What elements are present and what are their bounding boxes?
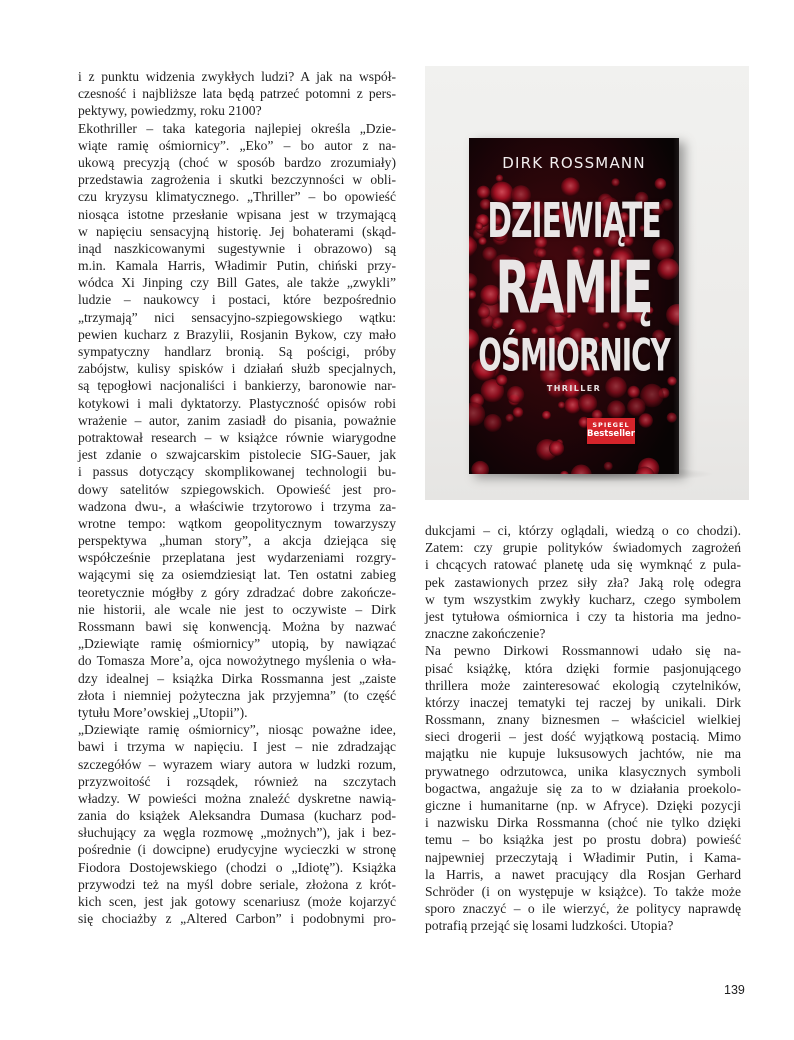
text-line: dukcjami – ci, którzy oglądali, wiedzą o co chodzi). [425,523,741,538]
text-line: i nazwisku Dirka Rossmanna (choć nie tylko dzięki [425,815,741,831]
text-line: i passus dotyczący skomplikowanej technologii bu- [78,464,396,480]
text-line: słuchujący za węgla rozmowę „możnych”), jak i bez- [78,825,396,841]
text-line: czesność i najbliższe lata będą patrzeć potomni z pers- [78,86,396,102]
text-line: Rossmann, znany biznesmen – właściciel wielkiej [425,712,741,728]
text-line: którzy inaczej tematyki tej raczej by unikali. Dirk [425,694,741,710]
text-line: giczne i humanitarne (np. w Afryce). Dzięki pozycji [425,798,741,813]
text-line: „trzymają” nici sensacyjno-szpiegowskiego wątku: [78,309,396,325]
text-line: tytułu More’owskiej „Utopii”). [78,704,248,720]
text-line: przyzwoitość i rozsądek, również na szczytach [78,773,396,789]
text-line: bogactwa, angażuje się za to w działania proekolo- [425,780,741,796]
text-line: sporo znaczyć – o ile wierzyć, że politycy naprawdę [425,901,741,917]
book-genre: THRILLER [546,384,602,393]
text-line: wadzona dwu-, a właściwie trzytorowo i trzyma za- [78,498,396,514]
text-line: w tym wszystkim zwykły kucharz, czego symbolem [425,591,741,607]
text-line: dowy satelitów szpiegowskich. Opowieść jest pro- [78,481,396,497]
text-line: perspektywa „human story”, a akcja dziejąca się [78,533,396,549]
text-line: są tępogłowi nacjonaliści i bankierzy, baronowie nar- [78,378,396,394]
text-line: wrażenie – autor, zanim zasiadł do pisania, poważnie [78,412,396,428]
text-line: pisać książkę, która dzięki formie pasjonującego [425,660,741,676]
text-line: w napięciu sensacyjną historię. Jej bohaterami (skąd- [78,223,396,239]
badge-line-1: SPIEGEL [592,421,630,429]
text-line: przedstawia zagrożenia i skutki bezczynności w obli- [78,172,396,188]
article-text-left-column [78,68,396,927]
article-text-right-column [425,522,741,935]
text-line: Fiodora Dostojewskiego (chodzi o „Idiotę”). Książka [78,859,396,875]
book-cover-photo [425,66,749,500]
text-line: nie historii, ale wcale nie jest to oczywiste – Dirk [78,601,396,617]
book-author: DIRK ROSSMANN [502,154,646,172]
text-line: Na pewno Dirkowi Rossmannowi udało się na- [425,643,741,659]
text-line: inąd naszkicowanymi sugestywnie i obrazowo) są [78,240,396,256]
text-line: się chociażby z „Altered Carbon” i podobnymi pro- [78,911,396,927]
text-line: Rossmann bawi się konwencją. Można by nazwać [78,619,396,634]
text-line: złota i niemniej pożyteczna jak przyjemna” (to część [78,687,396,703]
text-line: i chcących ratować planetę uda się wymknąć z pula- [425,557,741,573]
text-line: jest zdanie o szwajcarskim pistolecie SIG-Sauer, jak [78,447,396,463]
bestseller-badge [587,418,635,444]
book-title-line-1: DZIEWIĄTE [487,192,661,249]
text-line: thrillera może zainteresować ekologią czytelników, [425,677,741,693]
text-line: teoretycznie mógłby z góry zdradzać dobre zakończe- [78,584,396,600]
text-line: ludzie – naukowcy i postaci, które bezpośrednio [78,292,396,308]
text-line: szczegółów – wyrazem wiary autora w ludzki rozum, [78,756,396,772]
text-line: zabójstw, kulisy spisków i działań służb specjalnych, [78,361,396,377]
text-line: do Tomasza More’a, ojca nowożytnego myślenia o wła- [78,653,396,669]
text-line: wającymi się za osiemdziesiąt lat. Ten ostatni zabieg [78,567,396,583]
text-line: pewien kucharz z Brazylii, Rosjanin Bykow, czy mało [78,326,396,342]
text-line: temu – bo książka jest po prostu dobra) powieść [425,832,741,848]
text-line: bawi i trzyma w napięciu. I jest – nie zdradzając [78,739,396,755]
text-line: kotykowi i mali dyktatorzy. Plastyczność opisów robi [78,395,396,411]
text-line: przywodzi też na myśl dobre seriale, złożona z krót- [78,876,396,892]
text-line: sieci drogerii – jest dość wyjątkową postacią. Mimo [425,729,741,745]
text-line: Ekothriller – taka kategoria najlepiej określa „Dzie- [78,120,396,136]
book-title-line-3: OŚMIORNICY [478,330,670,383]
text-line: „Dziewiąte ramię ośmiornicy” utopią, by nawiązać [78,636,396,652]
text-line: niosąca istotne przesłanie wpisana jest w trzymającą [78,206,396,222]
text-line: władzy. W powieści można znaleźć dyskretne nawią- [78,790,396,806]
text-line: wódca Xi Jinping czy Bill Gates, ale także „zwykli” [78,275,396,291]
text-line: wrotne tempo: wątkom geopolitycznym towarzyszy [78,515,396,531]
badge-line-2: Bestseller [587,429,635,439]
text-line: Schröder (i on występuje w książce). To także może [425,883,741,899]
text-line: „Dziewiąte ramię ośmiornicy”, niosąc poważne idee, [78,722,396,738]
text-line: kich scen, jest jak gotowy scenariusz (może kojarzyć [78,894,396,909]
text-line: m.in. Kamala Harris, Władimir Putin, chiński przy- [78,258,396,274]
text-line: i z punktu widzenia zwykłych ludzi? A jak na współ- [78,69,396,84]
text-line: ukową precyzją (choć w sposób bardzo zrozumiały) [78,154,396,170]
book-title-line-2: RAMIĘ [495,246,653,331]
text-line: Zatem: czy grupie polityków świadomych zagrożeń [425,540,741,556]
text-line: znaczne zakończenie? [425,626,546,642]
text-line: wiąte ramię ośmiornicy”. „Eko” – bo autor z na- [78,137,396,153]
text-line: czu kryzysu klimatycznego. „Thriller” – bo opowieść [78,189,396,205]
text-line: pektywy, powiedzmy, roku 2100? [78,103,262,119]
text-line: pośrednie (i dowcipne) erudycyjne wycieczki w stronę [78,842,396,858]
text-line: majątku nie kupuje luksusowych jachtów, nie ma [425,746,741,762]
text-line: jest tytułowa ośmiornica i czy ta historia ma jedno- [425,608,741,624]
text-line: pek zastawionych przez siły zła? Jaką rolę odegra [425,574,741,590]
text-line: zania do książek Aleksandra Dumasa (kucharz pod- [78,808,396,824]
text-line: la Harris, a nawet pracujący dla Rosjan Gerhard [425,866,741,882]
page-number: 139 [724,983,745,997]
text-line: potraktował research – w książce równie wiarygodne [78,429,396,445]
text-line: sympatyczny handlarz bronią. Są pościgi, próby [78,344,396,359]
book-cover [469,138,679,474]
text-line: współcześnie przeplatana jest wydarzeniami rozgry- [78,550,396,566]
text-line: dzy idealnej – książka Dirka Rossmanna jest „zaiste [78,670,396,686]
text-line: potrafią przejąć się losami ludzkości. Utopia? [425,918,674,934]
text-line: najpewniej przeczytają i Władimir Putin, i Kama- [425,849,741,865]
text-line: prywatnego odrzutowca, unika klasycznych symboli [425,763,741,779]
